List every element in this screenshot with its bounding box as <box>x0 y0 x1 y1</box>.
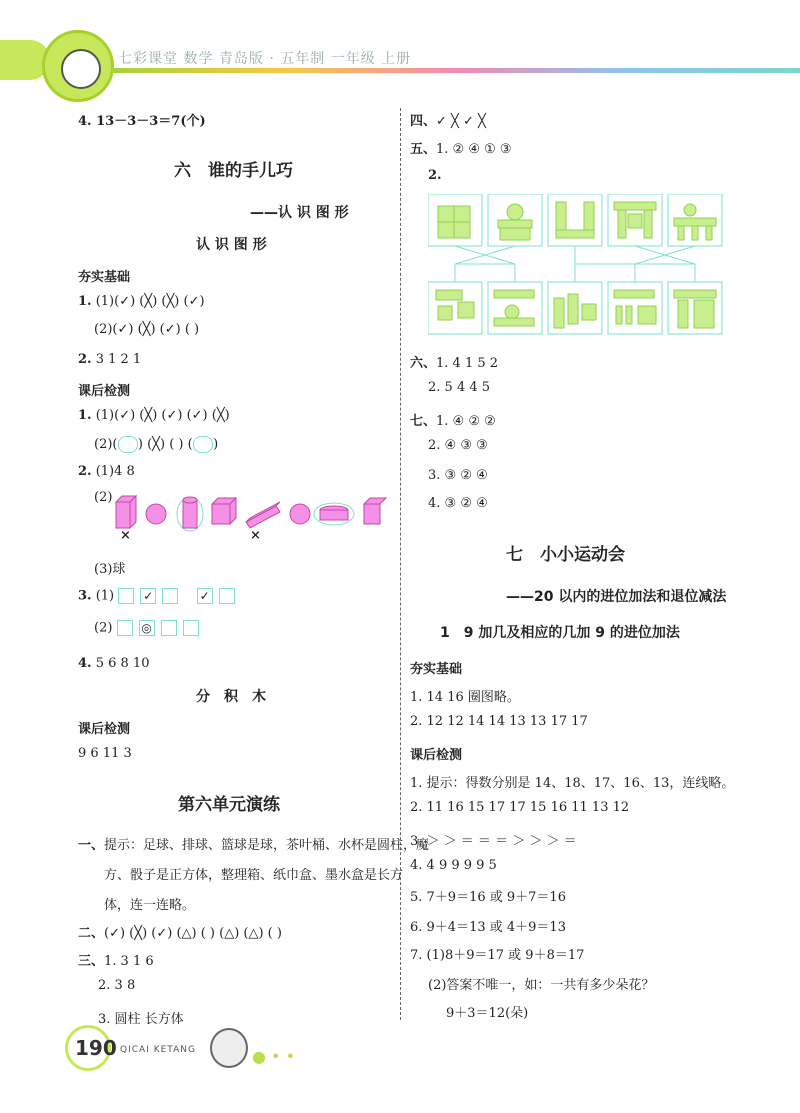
question-number: 2. <box>428 168 442 183</box>
answer-line: (1)(✓) (╳) (╳) (✓) <box>95 294 205 309</box>
answer-line: 1. ④ ② ② <box>436 414 496 429</box>
answer-box <box>118 588 134 604</box>
sphere-icon <box>146 504 166 524</box>
answer-line: 1. 14 16 圈图略。 <box>410 690 520 705</box>
lesson-title: 认 识 图 形 <box>196 237 267 253</box>
question-number: 2. <box>78 352 92 367</box>
answer-line: (✓) (╳) (✓) (△) ( ) (△) (△) ( ) <box>104 926 282 941</box>
cross-mark: × <box>250 528 261 543</box>
cube-icon <box>364 498 386 524</box>
header-rainbow-bar <box>112 68 800 73</box>
answer-box <box>183 620 199 636</box>
answer-box <box>162 588 178 604</box>
answer-line: (1)(✓) (╳) (✓) (✓) (╳) <box>95 408 230 423</box>
solid-shapes-row <box>108 492 388 532</box>
u-shape-blocks-icon <box>556 202 594 238</box>
answer-text: (2)( <box>94 437 118 452</box>
section-title: 七 小小运动会 <box>506 545 625 565</box>
question-number: 二、 <box>78 926 105 941</box>
answer-text: ) (╳) ( ) ( <box>137 437 193 452</box>
subsection-label: 课后检测 <box>78 722 131 737</box>
oval-mark-icon <box>118 436 138 453</box>
answer-box <box>219 588 235 604</box>
answer-line: (1)4 8 <box>95 464 135 479</box>
subsection-label: 课后检测 <box>78 384 131 399</box>
answer-line: 9 6 11 3 <box>78 746 132 761</box>
section-subtitle: ——认 识 图 形 <box>250 205 349 221</box>
lesson-title: 分 积 木 <box>196 689 266 705</box>
answer-line: (2)答案不唯一，如：一共有多少朵花？ <box>428 978 655 993</box>
answer-line: 2. 3 8 <box>98 978 136 993</box>
answer-box <box>161 620 177 636</box>
answer-line: 1. ② ④ ① ③ <box>436 142 512 157</box>
subsection-label: 夯实基础 <box>78 270 131 285</box>
cylinder-icon <box>177 497 203 531</box>
question-number: 五、 <box>410 142 437 157</box>
answer-line: 3. 圆柱 长方体 <box>98 1012 184 1027</box>
answer-line: ✓ ╳ ✓ ╳ <box>436 114 486 129</box>
cuboid-long-icon <box>246 502 280 528</box>
subsection-label: 课后检测 <box>410 748 463 763</box>
answer-text: ) <box>213 437 219 452</box>
answer-text: (1) <box>95 588 115 604</box>
question-number: 4. <box>78 656 92 671</box>
arch-blocks-icon <box>614 202 656 238</box>
answer-line: 2. 11 16 15 17 17 15 16 11 13 12 <box>410 800 630 815</box>
subsection-label: 夯实基础 <box>410 662 463 677</box>
question-number: 2. <box>78 464 92 479</box>
mascot-logo-icon <box>42 30 114 102</box>
question-number: 1. <box>78 294 92 309</box>
cross-mark: × <box>120 528 131 543</box>
question-number: 七、 <box>410 414 437 429</box>
answer-line: 5. 7＋9＝16 或 9＋7＝16 <box>410 890 566 905</box>
page-number: 190 <box>75 1036 117 1060</box>
answer-line: 1. 提示：得数分别是 14、18、17、16、13，连线略。 <box>410 776 735 791</box>
answer-line: (3)球 <box>94 562 126 577</box>
answer-line: 4. 13－3－3＝7(个) <box>78 114 206 129</box>
answer-line: 提示：足球、排球、篮球是球，茶叶桶、水杯是圆柱，魔 <box>104 838 430 853</box>
answer-line: 方、骰子是正方体，整理箱、纸巾盒、墨水盒是长方 <box>104 868 404 883</box>
answer-line: 1. 3 1 6 <box>104 954 154 969</box>
answer-line: 2. 5 4 4 5 <box>428 380 491 395</box>
cube-icon <box>212 498 236 524</box>
answer-line: 4. 4 9 9 9 9 5 <box>410 858 497 873</box>
house-blocks-icon <box>438 206 470 238</box>
parts-set-3-icon <box>554 294 596 328</box>
question-number: 六、 <box>410 356 437 371</box>
question-number: 1. <box>78 408 92 423</box>
question-number: 3. <box>78 588 92 604</box>
question-number: 四、 <box>410 114 437 129</box>
page-header <box>0 0 800 110</box>
answer-line: (2)(✓) (╳) (✓) ( ) <box>94 322 200 337</box>
answer-line: 1. 4 1 5 2 <box>436 356 499 371</box>
footer-dots-icon: ● • • <box>252 1047 296 1066</box>
question-number: 三、 <box>78 954 105 969</box>
sphere-icon <box>290 504 310 524</box>
section-title: 六 谁的手儿巧 <box>174 161 293 181</box>
answer-line: 7. (1)8＋9＝17 或 9＋8＝17 <box>410 948 585 963</box>
unit-title: 第六单元演练 <box>178 795 280 815</box>
section-subtitle: ——20 以内的进位加法和退位减法 <box>506 589 727 605</box>
header-title: 七彩课堂 数学 青岛版 · 五年制 一年级 上册 <box>118 51 412 67</box>
answer-line: 3. ＞ ＞ ＝ ＝ ＝ ＞ ＞ ＞ ＝ <box>410 834 577 849</box>
answer-line: 2. 12 12 14 14 13 13 17 17 <box>410 714 588 729</box>
answer-line: 4. ③ ② ④ <box>428 496 488 511</box>
answer-box-circled: ◎ <box>139 620 155 636</box>
answer-line: 3. ③ ② ④ <box>428 468 488 483</box>
ball-on-table-icon <box>498 204 532 240</box>
footer-brand: QICAI KETANG <box>120 1045 196 1055</box>
answer-line: 6. 9＋4＝13 或 4＋9＝13 <box>410 920 566 935</box>
parts-set-1-icon <box>436 290 474 320</box>
lesson-title: 1 9 加几及相应的几加 9 的进位加法 <box>440 625 680 641</box>
answer-box: ✓ <box>197 588 213 604</box>
mascot-dog-icon <box>210 1028 248 1068</box>
cuboid-tall-icon <box>116 496 136 528</box>
column-divider <box>400 108 401 1020</box>
table-blocks-icon <box>674 204 716 240</box>
answer-line: 体，连一连略。 <box>104 898 196 913</box>
answer-line: 9＋3＝12(朵) <box>446 1006 529 1021</box>
answer-line: 2. ④ ③ ③ <box>428 438 488 453</box>
question-number: 一、 <box>78 838 105 853</box>
answer-line: 3 1 2 1 <box>95 352 142 367</box>
answer-line: (2) <box>94 490 113 505</box>
parts-set-2-icon <box>494 290 534 326</box>
oval-mark-icon <box>193 436 213 453</box>
answer-box: ✓ <box>140 588 156 604</box>
answer-text: (2) <box>94 620 113 636</box>
answer-line: 5 6 8 10 <box>95 656 150 671</box>
parts-set-5-icon <box>674 290 716 328</box>
answer-box <box>117 620 133 636</box>
answer-line <box>94 436 218 453</box>
parts-set-4-icon <box>614 290 656 324</box>
cylinder-flat-icon <box>314 503 354 525</box>
building-blocks-matching-diagram <box>428 194 726 344</box>
